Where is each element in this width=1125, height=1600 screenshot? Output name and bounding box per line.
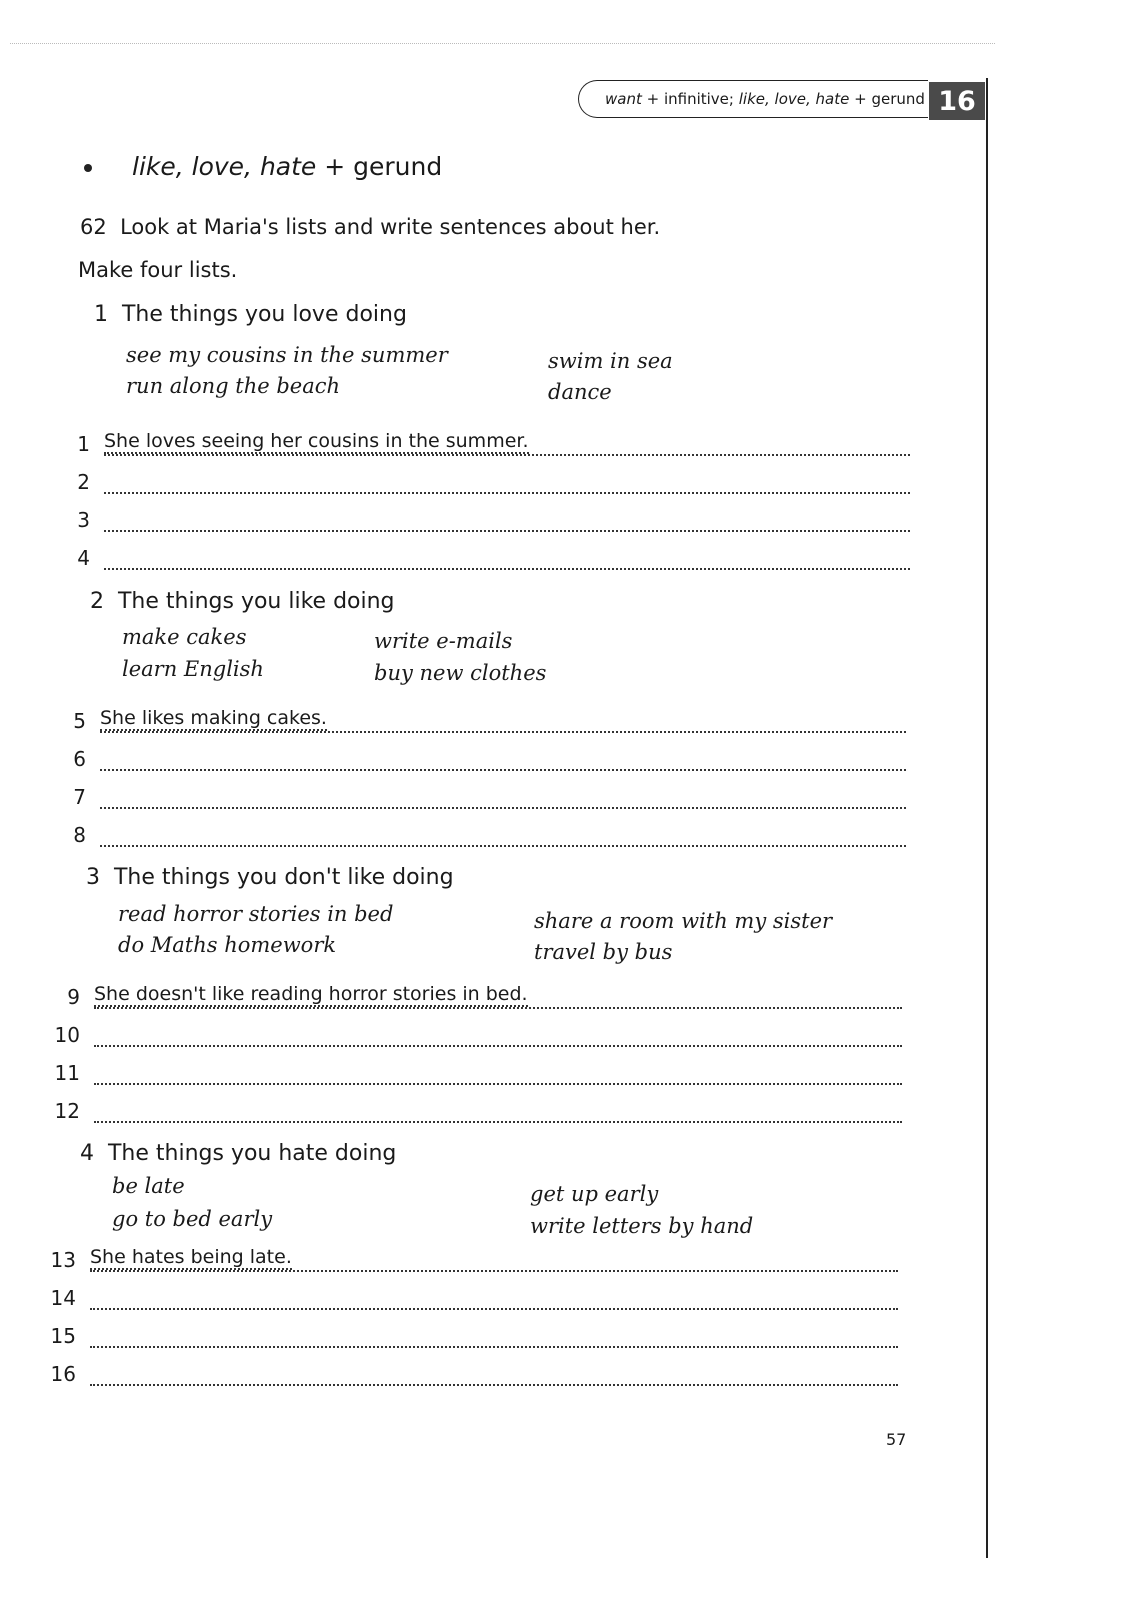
answer-line[interactable] <box>46 1320 898 1348</box>
list-title: 3 The things you don't like doing <box>86 865 454 890</box>
answer-line[interactable] <box>46 1282 898 1310</box>
answer-lines-group <box>60 428 910 570</box>
answer-line[interactable] <box>50 981 902 1009</box>
answer-line[interactable] <box>56 781 906 809</box>
right-margin-rule <box>986 78 988 1558</box>
line-number: 14 <box>50 1286 76 1310</box>
answer-line[interactable] <box>56 705 906 733</box>
answer-line[interactable] <box>46 1244 898 1272</box>
answer-line[interactable] <box>46 1358 898 1386</box>
answer-field[interactable] <box>100 743 906 771</box>
line-number: 7 <box>73 785 86 809</box>
answer-field[interactable] <box>94 1095 902 1123</box>
answer-line[interactable] <box>56 743 906 771</box>
list-item: do Maths homework <box>118 933 337 957</box>
exercise-sub-instruction: Make four lists. <box>78 258 238 282</box>
list-item: be late <box>112 1174 185 1198</box>
line-number: 3 <box>77 508 90 532</box>
answer-field[interactable] <box>104 466 910 494</box>
line-number: 4 <box>77 546 90 570</box>
answer-field[interactable] <box>100 819 906 847</box>
list-title: 4 The things you hate doing <box>80 1141 397 1166</box>
answer-field[interactable] <box>90 1358 898 1386</box>
line-number: 15 <box>50 1324 76 1348</box>
header-tab-part3: like, love, hate <box>738 90 850 108</box>
answer-field[interactable] <box>90 1282 898 1310</box>
list-item: run along the beach <box>126 374 341 398</box>
list-title: 2 The things you like doing <box>90 589 395 614</box>
list-item: buy new clothes <box>374 661 547 685</box>
answer-lines-group <box>50 981 902 1123</box>
answer-lines-group <box>56 705 906 847</box>
answer-field[interactable] <box>100 781 906 809</box>
answer-line[interactable] <box>50 1095 902 1123</box>
answer-field[interactable] <box>104 542 910 570</box>
section-heading <box>132 152 442 181</box>
answer-field[interactable] <box>94 981 902 1009</box>
answer-line[interactable] <box>60 466 910 494</box>
answer-lines-group <box>46 1244 898 1386</box>
top-dotted-border <box>10 43 995 44</box>
answer-text: She hates being late. <box>90 1246 292 1268</box>
answer-text: She doesn't like reading horror stories in bed. <box>94 983 528 1005</box>
line-number: 1 <box>77 432 90 456</box>
section-heading-rest: + gerund <box>316 152 443 181</box>
list-item: see my cousins in the summer <box>126 343 448 367</box>
list-item: learn English <box>122 657 264 681</box>
line-number: 2 <box>77 470 90 494</box>
answer-field[interactable] <box>100 705 906 733</box>
page-number: 57 <box>886 1430 907 1449</box>
unit-number-badge: 16 <box>929 82 985 120</box>
header-tab-part4: + gerund <box>849 90 925 108</box>
list-title: 1 The things you love doing <box>94 302 407 327</box>
header-tab <box>578 80 928 118</box>
list-item: share a room with my sister <box>534 909 833 933</box>
line-number: 13 <box>50 1248 76 1272</box>
line-number: 16 <box>50 1362 76 1386</box>
line-number: 6 <box>73 747 86 771</box>
answer-field[interactable] <box>104 504 910 532</box>
list-item: dance <box>548 380 612 404</box>
list-item: get up early <box>530 1182 659 1206</box>
answer-field[interactable] <box>104 428 910 456</box>
answer-field[interactable] <box>94 1057 902 1085</box>
list-item: swim in sea <box>548 349 673 373</box>
answer-line[interactable] <box>50 1019 902 1047</box>
line-number: 9 <box>67 985 80 1009</box>
list-item: make cakes <box>122 625 247 649</box>
header-tab-part2: + infinitive; <box>641 90 739 108</box>
answer-line[interactable] <box>60 504 910 532</box>
line-number: 10 <box>54 1023 80 1047</box>
line-number: 5 <box>73 709 86 733</box>
list-item: write letters by hand <box>530 1214 754 1238</box>
list-item: travel by bus <box>534 940 673 964</box>
answer-line[interactable] <box>56 819 906 847</box>
list-item: write e-mails <box>374 629 513 653</box>
answer-text: She loves seeing her cousins in the summer. <box>104 430 529 452</box>
line-number: 12 <box>54 1099 80 1123</box>
answer-field[interactable] <box>90 1320 898 1348</box>
answer-line[interactable] <box>50 1057 902 1085</box>
bullet-icon <box>84 164 92 172</box>
answer-text: She likes making cakes. <box>100 707 327 729</box>
list-item: go to bed early <box>112 1207 273 1231</box>
line-number: 8 <box>73 823 86 847</box>
line-number: 11 <box>54 1061 80 1085</box>
header-tab-part1: want <box>605 90 642 108</box>
section-heading-italic: like, love, hate <box>132 152 317 181</box>
answer-line[interactable] <box>60 542 910 570</box>
answer-line[interactable] <box>60 428 910 456</box>
exercise-instruction: 62 Look at Maria's lists and write sentences about her. <box>80 215 661 239</box>
list-item: read horror stories in bed <box>118 902 394 926</box>
answer-field[interactable] <box>94 1019 902 1047</box>
answer-field[interactable] <box>90 1244 898 1272</box>
